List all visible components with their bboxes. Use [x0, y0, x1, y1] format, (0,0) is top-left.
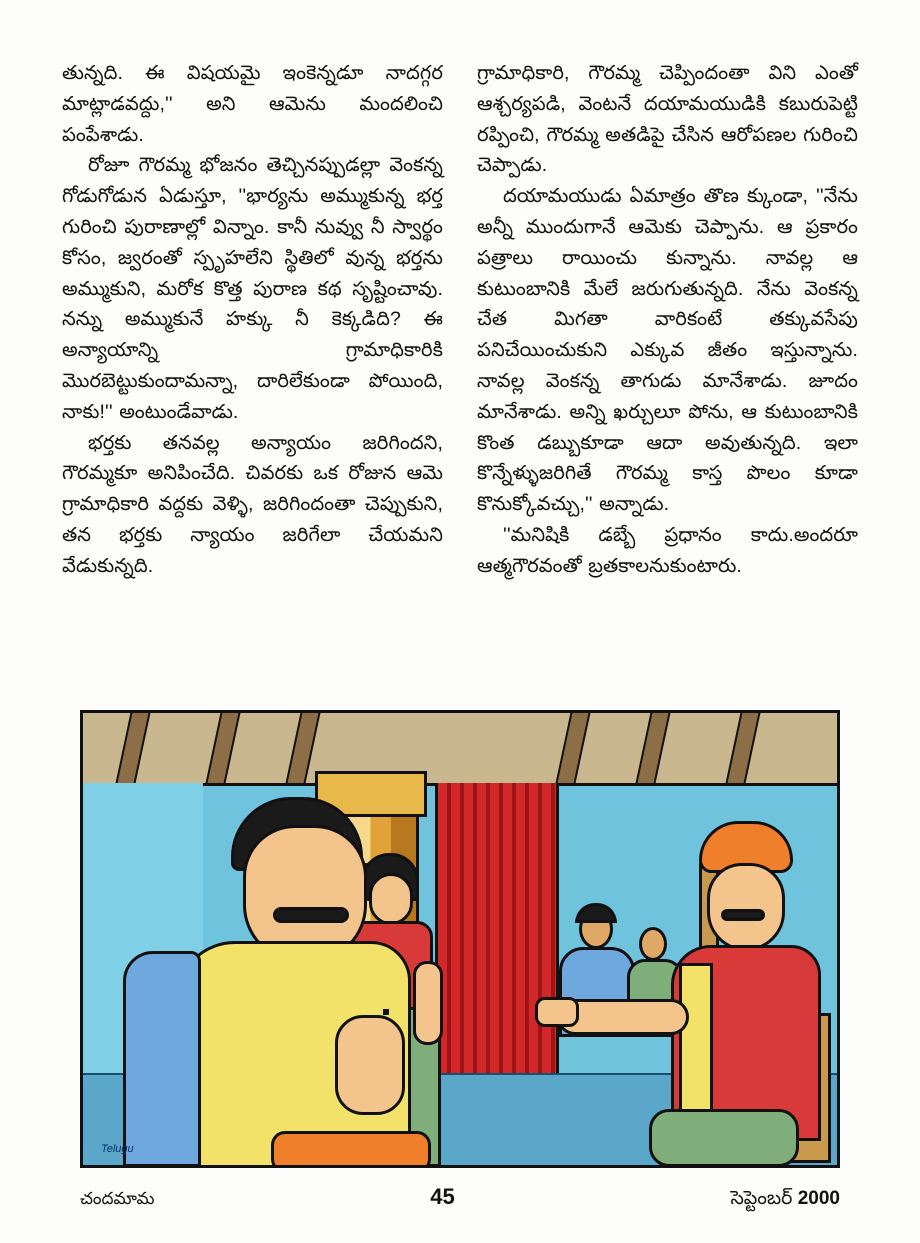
paragraph: భర్తకు తనవల్ల అన్యాయం జరిగిందని, గౌరమ్మకూ అనిపించేది. చివరకు ఒక రోజున ఆమె గ్రామాధికారి వద్దకు వెళ్ళి, జరిగిందంతా చెప్పుకుని, తన భర్తకు న్యాయం జరిగేలా చేయమని వేడుకున్నది.	[62, 431, 443, 577]
issue-month: సెప్టెంబర్	[730, 1188, 793, 1209]
man-lower-garment	[271, 1131, 431, 1168]
woman-arm	[413, 961, 443, 1045]
ceiling	[83, 713, 837, 786]
man-shawl	[123, 951, 201, 1167]
issue-year: 2000	[797, 1188, 840, 1209]
onlooker-hair	[575, 903, 617, 923]
page-content	[62, 58, 858, 1209]
paragraph: దయామయుడు ఏమాత్రం తొణ క్కుండా, ''నేను అన్నీ ముందుగానే ఆమెకు చెప్పాను. ఆ ప్రకారం పత్రాలు రాయించు కున్నాను. నావల్ల ఆ కుటుంబానికి మేలే జరుగుతున్నది. నేను వెంకన్న చేత మిగతా వారికంటే తక్కువసేపు పనిచేయించుకుని ఎక్కువ జీతం ఇస్తున్నాను. నావల్ల వెంకన్న తాగుడు మానేశాడు. జూదం మానేశాడు. అన్ని ఖర్చులూ పోను, ఆ కుటుంబానికి కొంత డబ్బుకూడా ఆదా అవుతున్నది. ఇలా కొన్నేళ్ళుజరిగితే గౌరమ్మ కాస్త పొలం కూడా కొనుక్కోవచ్చు,'' అన్నాడు.	[477, 185, 858, 516]
paragraph: ''మనిషికి డబ్బే ప్రధానం కాదు.అందరూ ఆత్మగౌరవంతో బ్రతకాలనుకుంటారు.	[477, 523, 858, 577]
moustache	[721, 909, 765, 921]
woman-face	[369, 873, 413, 925]
paragraph: గ్రామాధికారి, గౌరమ్మ చెప్పిందంతా విని ఎంతో ఆశ్చర్యపడి, వెంటనే దయామయుడికి కబురుపెట్టి రప్పించి, గౌరమ్మ అతడిపై చేసిన ఆరోపణల గురించి చెప్పాడు.	[477, 62, 858, 177]
man-praying-hand	[335, 1015, 405, 1115]
official-face	[707, 863, 785, 951]
man-praying-hand	[383, 1009, 389, 1015]
issue-date	[730, 1188, 840, 1214]
official-legs	[649, 1109, 799, 1167]
onlooker-head	[639, 927, 667, 961]
illustration-artwork	[83, 713, 837, 1165]
official-hand	[535, 997, 579, 1027]
paragraph: తున్నది. ఈ విషయమై ఇంకెన్నడూ నాదగ్గర మాట్లాడవద్దు,'' అని ఆమెను మందలించి పంపేశాడు.	[62, 62, 443, 146]
right-column	[477, 58, 858, 668]
magazine-name: చందమామ	[80, 1189, 155, 1208]
left-column	[62, 58, 443, 668]
artist-signature: Telugu	[101, 1143, 134, 1155]
page-number: 45	[430, 1184, 455, 1209]
illustration	[80, 710, 840, 1168]
man-moustache	[273, 907, 349, 923]
text-columns	[62, 58, 858, 668]
paragraph: రోజూ గౌరమ్మ భోజనం తెచ్చినప్పుడల్లా వెంకన్న గోడుగోడున ఏడుస్తూ, ''భార్యను అమ్ముకున్న భర్త గురించి పురాణాల్లో విన్నాం. కానీ నువ్వు నీ స్వార్థం కోసం, జ్వరంతో స్పృహలేని స్థితిలో వున్న భర్తను అమ్ముకుని, మరోక కొత్త పురాణ కథ సృష్టించావు. నన్ను అమ్ముకునే హక్కు నీ కెక్కడిది? ఈ అన్యాయాన్ని గ్రామాధికారికి మొరబెట్టుకుందామన్నా, దారిలేకుండా పోయింది, నాకు!'' అంటుండేవాడు.	[62, 154, 443, 423]
page-footer	[80, 1184, 840, 1214]
